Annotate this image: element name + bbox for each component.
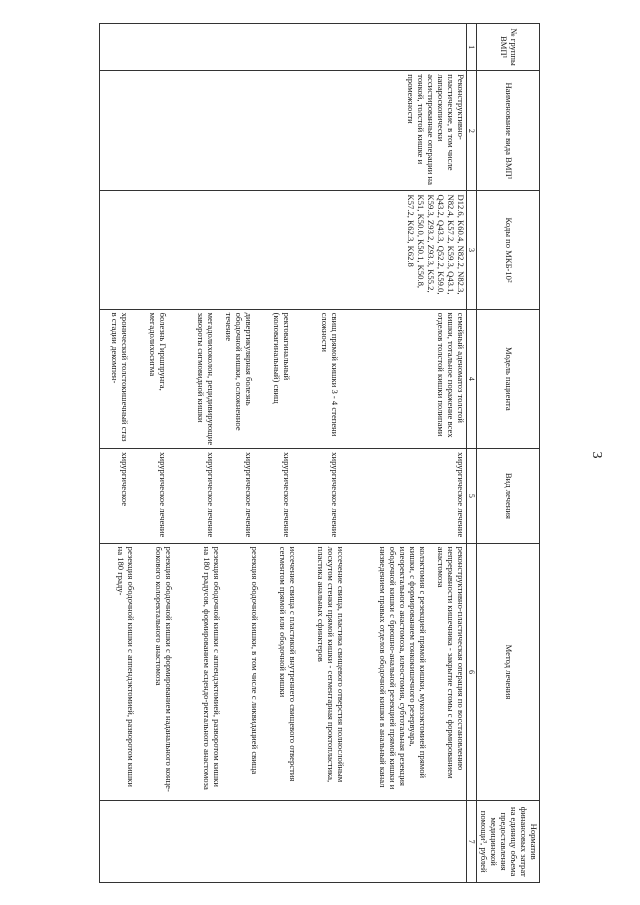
treatment-method: реконструктивно-пластическая операция по восстановлению непрерывности кишечника - закрытие стомы с формированием анастомоза (435, 546, 466, 778)
patient-model: болезнь Гиршпрунга, мегадолихосигма (147, 312, 168, 391)
treatment-method: колэктомия с резекцией прямой кишки, мукозэктомией прямой кишки, с формированием тонкокишечного резервуара, илеоректального анастомоза, илеостомия, субтотальная резекция ободочной кишки с брюшно-анальной резекцией прямой кишки и низведением правых отделов ободочной кишки в анальный канал (378, 546, 429, 789)
treatment-method: резекция ободочной кишки с формированием наданального конце-бокового колоректального анастомоза (154, 546, 175, 792)
header-group-number: № группы ВМП¹ (477, 23, 540, 70)
header-treatment-method: Метод лечения (477, 543, 540, 801)
icd-codes: D12.6, K60.4, N82.2, N82.3, N82.4, K57.2, K59.3, Q43.1, Q43.2, Q43.3, Q52.2, K59.0, K59.3, Z93.2, Z93.3, K55.2, K51, K50.0, K50.1, K50.8, K57.2, K62.3, K62.8 (406, 193, 466, 295)
patient-model-cell (99, 309, 466, 449)
document-sheet (70, 0, 550, 905)
header-vmp-name: Наименование вида ВМП¹ (477, 70, 540, 190)
column-number-row (466, 23, 476, 882)
column-number: 4 (466, 309, 476, 449)
treatment-type: хирургическое лечение (243, 451, 254, 537)
group-number-cell (99, 23, 466, 70)
treatment-type: хирургическое (119, 451, 130, 506)
group-name: Реконструктивно-пластические, в том числе лапароскопически ассистированные операции на тонкой, толстой кишке и промежности (406, 73, 466, 185)
treatment-type: хирургическое лечение (205, 451, 216, 537)
icd-codes-cell (99, 190, 466, 308)
treatment-type: хирургическое лечение (281, 451, 292, 537)
treatment-method: иссечение свища с пластикой внутреннего свищевого отверстия сегментом прямой или ободочной кишки (278, 546, 299, 781)
vmp-table (99, 23, 540, 883)
header-icd-codes: Коды по МКБ-10² (477, 190, 540, 308)
patient-model: дивертикулярная болезнь ободочной кишки, осложненное течение (223, 312, 254, 431)
treatment-method: резекция ободочной кишки, в том числе с ликвидацией свища (250, 546, 261, 774)
table-row (99, 23, 466, 882)
treatment-type: хирургическое лечение (455, 451, 466, 537)
column-number: 7 (466, 800, 476, 882)
patient-model: мегадолихоколон, рецидивирующие завороты сигмовидной кишки (195, 312, 216, 445)
header-treatment-type: Вид лечения (477, 448, 540, 542)
treatment-type: хирургическое лечение (157, 451, 168, 537)
column-number: 3 (466, 190, 476, 308)
header-cost-standard: Норматив финансовых затрат на единицу объема предоставления медицинской помощи³, рублей (477, 800, 540, 882)
patient-model: семейный аденоматоз толстой кишки, тотальное поражение всех отделов толстой кишки полипами (435, 312, 466, 438)
rotated-table-wrapper (80, 23, 540, 883)
page-number: 3 (589, 451, 604, 459)
column-number: 5 (466, 448, 476, 542)
group-name-cell (99, 70, 466, 190)
patient-model: свищ прямой кишки 3 - 4 степени сложности (319, 312, 340, 436)
column-number: 2 (466, 70, 476, 190)
cost-standard-cell (99, 800, 466, 882)
treatment-method: иссечение свища, пластика свищевого отверстия полнослойным лоскутом стенки прямой кишки - сегментарная проктопластика, пластика анальных сфинктеров (316, 546, 347, 782)
header-row (477, 23, 540, 882)
patient-model: ректовагинальный (коловагинальный) свищ (271, 312, 292, 404)
header-patient-model: Модель пациента (477, 309, 540, 449)
treatment-method: резекция ободочной кишки с аппендэктомией, разворотом кишки на 180 граду- (116, 546, 137, 787)
column-number: 6 (466, 543, 476, 801)
treatment-method: резекция ободочной кишки с аппендэктомией, разворотом кишки на 180 градусов, формированием асцендо-ректального анастомоза (202, 546, 223, 790)
treatment-method-cell (99, 543, 466, 801)
treatment-type: хирургическое лечение (329, 451, 340, 537)
patient-model: хронический толстокишечный стаз в стадии декомпен- (109, 312, 130, 442)
treatment-type-cell (99, 448, 466, 542)
column-number: 1 (466, 23, 476, 70)
